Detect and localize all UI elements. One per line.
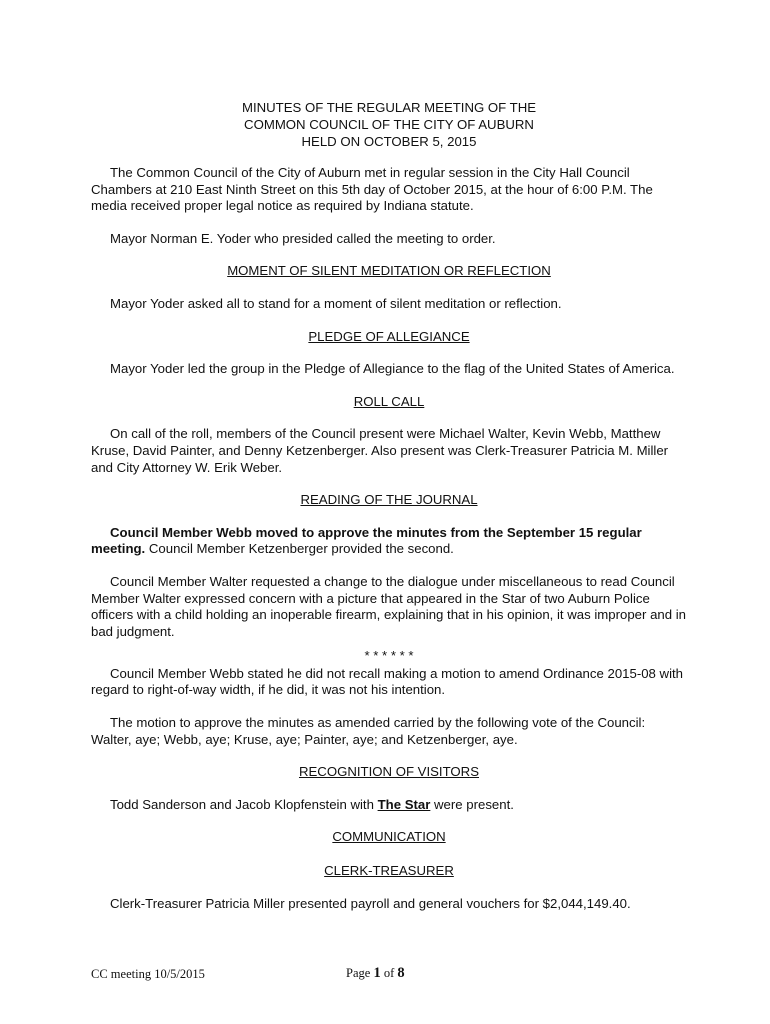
footer-meeting-label: CC meeting 10/5/2015 bbox=[91, 967, 205, 981]
clerk-treasurer-heading: CLERK-TREASURER bbox=[324, 863, 454, 879]
total-pages-number: 8 bbox=[397, 965, 405, 981]
roll-call-heading: ROLL CALL bbox=[353, 393, 425, 409]
section-separator-stars: * * * * * * bbox=[364, 648, 414, 664]
journal-motion-paragraph bbox=[91, 525, 687, 558]
page-footer bbox=[91, 965, 687, 985]
page-word: Page bbox=[346, 966, 374, 980]
intro-paragraph: The Common Council of the City of Auburn met in regular session in the City Hall Council Chambers at 210 East Ninth Street on this 5th day of October 2015, at the hour of 6:00 P.M. The media received proper legal notice as required by Indiana statute. bbox=[91, 165, 653, 214]
document-title bbox=[91, 99, 687, 150]
title-line-2: COMMON COUNCIL OF THE CITY OF AUBURN bbox=[244, 117, 534, 132]
clerk-treasurer-paragraph: Clerk-Treasurer Patricia Miller presented payroll and general vouchers for $2,044,149.40. bbox=[110, 895, 631, 911]
visitors-paragraph bbox=[91, 797, 687, 814]
page-number bbox=[346, 965, 405, 982]
meditation-paragraph: Mayor Yoder asked all to stand for a moment of silent meditation or reflection. bbox=[110, 295, 562, 311]
communication-heading: COMMUNICATION bbox=[332, 829, 446, 845]
journal-motion-bold: Council Member Webb moved to approve the minutes from the September 15 regular meeting. bbox=[91, 524, 642, 557]
current-page-number: 1 bbox=[373, 965, 381, 981]
journal-motion-rest: Council Member Ketzenberger provided the second. bbox=[145, 541, 454, 557]
meditation-heading: MOMENT OF SILENT MEDITATION OR REFLECTION bbox=[227, 263, 551, 279]
title-line-1: MINUTES OF THE REGULAR MEETING OF THE bbox=[241, 100, 537, 115]
visitors-text-after: were present. bbox=[430, 796, 514, 812]
call-to-order-paragraph: Mayor Norman E. Yoder who presided called the meeting to order. bbox=[110, 230, 496, 246]
pledge-paragraph: Mayor Yoder led the group in the Pledge of Allegiance to the flag of the United States of America. bbox=[110, 361, 675, 377]
document-page bbox=[91, 0, 687, 912]
walter-request-paragraph: Council Member Walter requested a change to the dialogue under miscellaneous to read Council Member Walter expressed concern with a picture that appeared in the Star of two Auburn Police officers with a child holding an inoperable firearm, explaining that in his opinion, it was improper and in bad judgment. bbox=[91, 573, 686, 639]
pledge-heading: PLEDGE OF ALLEGIANCE bbox=[308, 328, 470, 344]
journal-heading: READING OF THE JOURNAL bbox=[300, 492, 478, 508]
vote-paragraph: The motion to approve the minutes as amended carried by the following vote of the Council: Walter, aye; Webb, aye; Kruse, aye; Painter, aye; and Ketzenberger, aye. bbox=[91, 715, 646, 747]
title-line-3: HELD ON OCTOBER 5, 2015 bbox=[301, 134, 477, 149]
newspaper-name: The Star bbox=[377, 796, 431, 812]
visitors-text-before: Todd Sanderson and Jacob Klopfenstein with bbox=[110, 796, 378, 812]
visitors-heading: RECOGNITION OF VISITORS bbox=[298, 764, 479, 780]
of-word: of bbox=[380, 966, 398, 980]
webb-statement-paragraph: Council Member Webb stated he did not recall making a motion to amend Ordinance 2015-08 with regard to right-of-way width, if he did, it was not his intention. bbox=[91, 665, 683, 698]
roll-call-paragraph: On call of the roll, members of the Council present were Michael Walter, Kevin Webb, Matthew Kruse, David Painter, and Denny Ketzenberger. Also present was Clerk-Treasurer Patricia M. Miller and City Attorney W. Erik Weber. bbox=[91, 426, 669, 475]
